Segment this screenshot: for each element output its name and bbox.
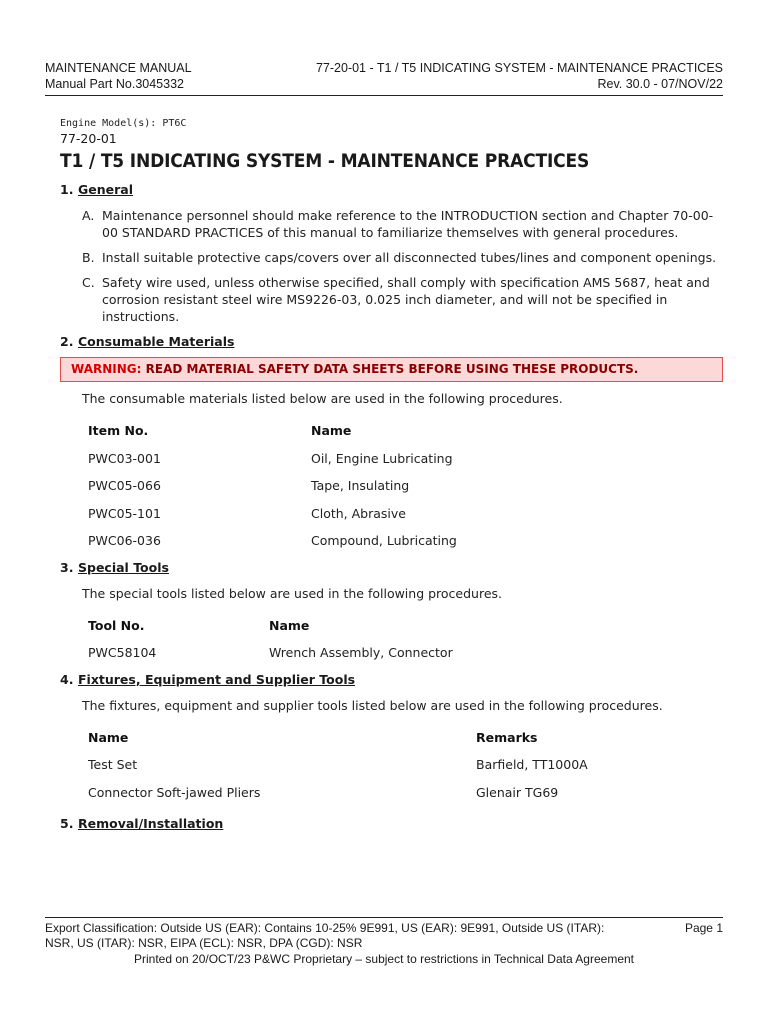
column-header: Name	[311, 423, 352, 438]
item-label: B.	[82, 250, 95, 265]
section-title: Consumable Materials	[78, 334, 235, 349]
tool-number: PWC58104	[88, 645, 157, 660]
warning-box	[60, 357, 723, 382]
special-tools-table	[60, 617, 725, 672]
page-title: T1 / T5 INDICATING SYSTEM - MAINTENANCE PRACTICES	[60, 150, 590, 172]
document-body	[60, 117, 725, 832]
section-title: Special Tools	[78, 559, 169, 575]
engine-model: Engine Model(s): PT6C	[60, 118, 187, 129]
table-row	[88, 756, 725, 784]
export-classification: Export Classification: Outside US (EAR): Contains 10-25% 9E991, US (EAR): 9E991, Outside US (ITAR): NSR, US (ITAR): NSR, EIPA (ECL): NSR, DPA (CGD): NSR	[45, 921, 605, 950]
general-item-c	[60, 274, 725, 325]
column-header: Name	[88, 729, 129, 745]
section-number: 1.	[60, 182, 74, 197]
item-text: Maintenance personnel should make reference to the INTRODUCTION section and Chapter 70-00-00 STANDARD PRACTICES of this manual to familiarize themselves with general procedures.	[102, 208, 714, 240]
section-title: Removal/Installation	[78, 816, 224, 831]
section-fixtures-heading	[60, 672, 725, 688]
column-header: Tool No.	[88, 617, 145, 633]
item-name: Oil, Engine Lubricating	[311, 450, 453, 466]
item-number: PWC03-001	[88, 450, 161, 466]
item-name: Cloth, Abrasive	[311, 505, 406, 521]
item-label: C.	[82, 275, 95, 290]
table-row	[88, 532, 725, 560]
section-special-tools-heading	[60, 560, 725, 576]
fixture-name: Connector Soft-jawed Pliers	[88, 784, 261, 800]
table-row	[88, 784, 725, 812]
page-footer	[45, 917, 723, 967]
general-item-b	[60, 249, 725, 266]
general-item-a	[60, 207, 725, 241]
page-number: Page 1	[684, 921, 723, 935]
table-header-row	[88, 617, 725, 645]
revision: Rev. 30.0 - 07/NOV/22	[597, 77, 723, 91]
fixtures-intro: The fixtures, equipment and supplier tools listed below are used in the following procedures.	[82, 697, 663, 713]
warning-text: READ MATERIAL SAFETY DATA SHEETS BEFORE USING THESE PRODUCTS.	[145, 362, 639, 376]
item-label: A.	[82, 208, 95, 223]
item-text: Install suitable protective caps/covers over all disconnected tubes/lines and component openings.	[102, 250, 717, 265]
table-row	[88, 450, 725, 478]
manual-title: MAINTENANCE MANUAL	[45, 61, 192, 75]
page-header	[45, 60, 723, 96]
consumables-table	[60, 422, 725, 560]
consumables-intro: The consumable materials listed below are used in the following procedures.	[82, 391, 563, 406]
doc-number: 77-20-01	[60, 131, 117, 146]
section-consumables-heading	[60, 334, 725, 350]
fixture-remarks: Barfield, TT1000A	[476, 757, 588, 772]
header-doc-title: 77-20-01 - T1 / T5 INDICATING SYSTEM - MAINTENANCE PRACTICES	[315, 61, 723, 75]
section-number: 3.	[60, 559, 74, 575]
section-number: 4.	[60, 671, 74, 687]
item-number: PWC06-036	[88, 533, 161, 548]
table-header-row	[88, 422, 725, 450]
section-number: 2.	[60, 334, 74, 349]
section-title: Fixtures, Equipment and Supplier Tools	[78, 671, 356, 687]
section-number: 5.	[60, 816, 74, 831]
tool-name: Wrench Assembly, Connector	[269, 645, 453, 660]
table-header-row	[88, 729, 725, 757]
column-header: Item No.	[88, 423, 149, 438]
special-tools-intro: The special tools listed below are used in the following procedures.	[82, 585, 503, 601]
table-row	[88, 644, 725, 672]
item-text: Safety wire used, unless otherwise specified, shall comply with specification AMS 5687, heat and corrosion resistant steel wire MS9226-03, 0.025 inch diameter, and will not be specified in instructions.	[102, 275, 710, 324]
item-name: Tape, Insulating	[311, 478, 410, 493]
manual-part-number: Manual Part No.3045332	[45, 77, 184, 91]
table-row	[88, 477, 725, 505]
column-header: Name	[269, 617, 310, 633]
item-number: PWC05-066	[88, 478, 161, 493]
printed-notice: Printed on 20/OCT/23 P&WC Proprietary – subject to restrictions in Technical Data Agreement	[133, 952, 634, 966]
item-number: PWC05-101	[88, 505, 161, 521]
section-removal-heading	[60, 816, 725, 832]
table-row	[88, 505, 725, 533]
item-name: Compound, Lubricating	[311, 533, 457, 548]
column-header: Remarks	[476, 729, 538, 745]
warning-label: WARNING:	[71, 362, 142, 376]
fixture-name: Test Set	[88, 757, 138, 772]
fixtures-table	[60, 729, 725, 812]
section-title: General	[78, 182, 133, 197]
fixture-remarks: Glenair TG69	[476, 784, 559, 800]
section-general-heading	[60, 182, 725, 198]
